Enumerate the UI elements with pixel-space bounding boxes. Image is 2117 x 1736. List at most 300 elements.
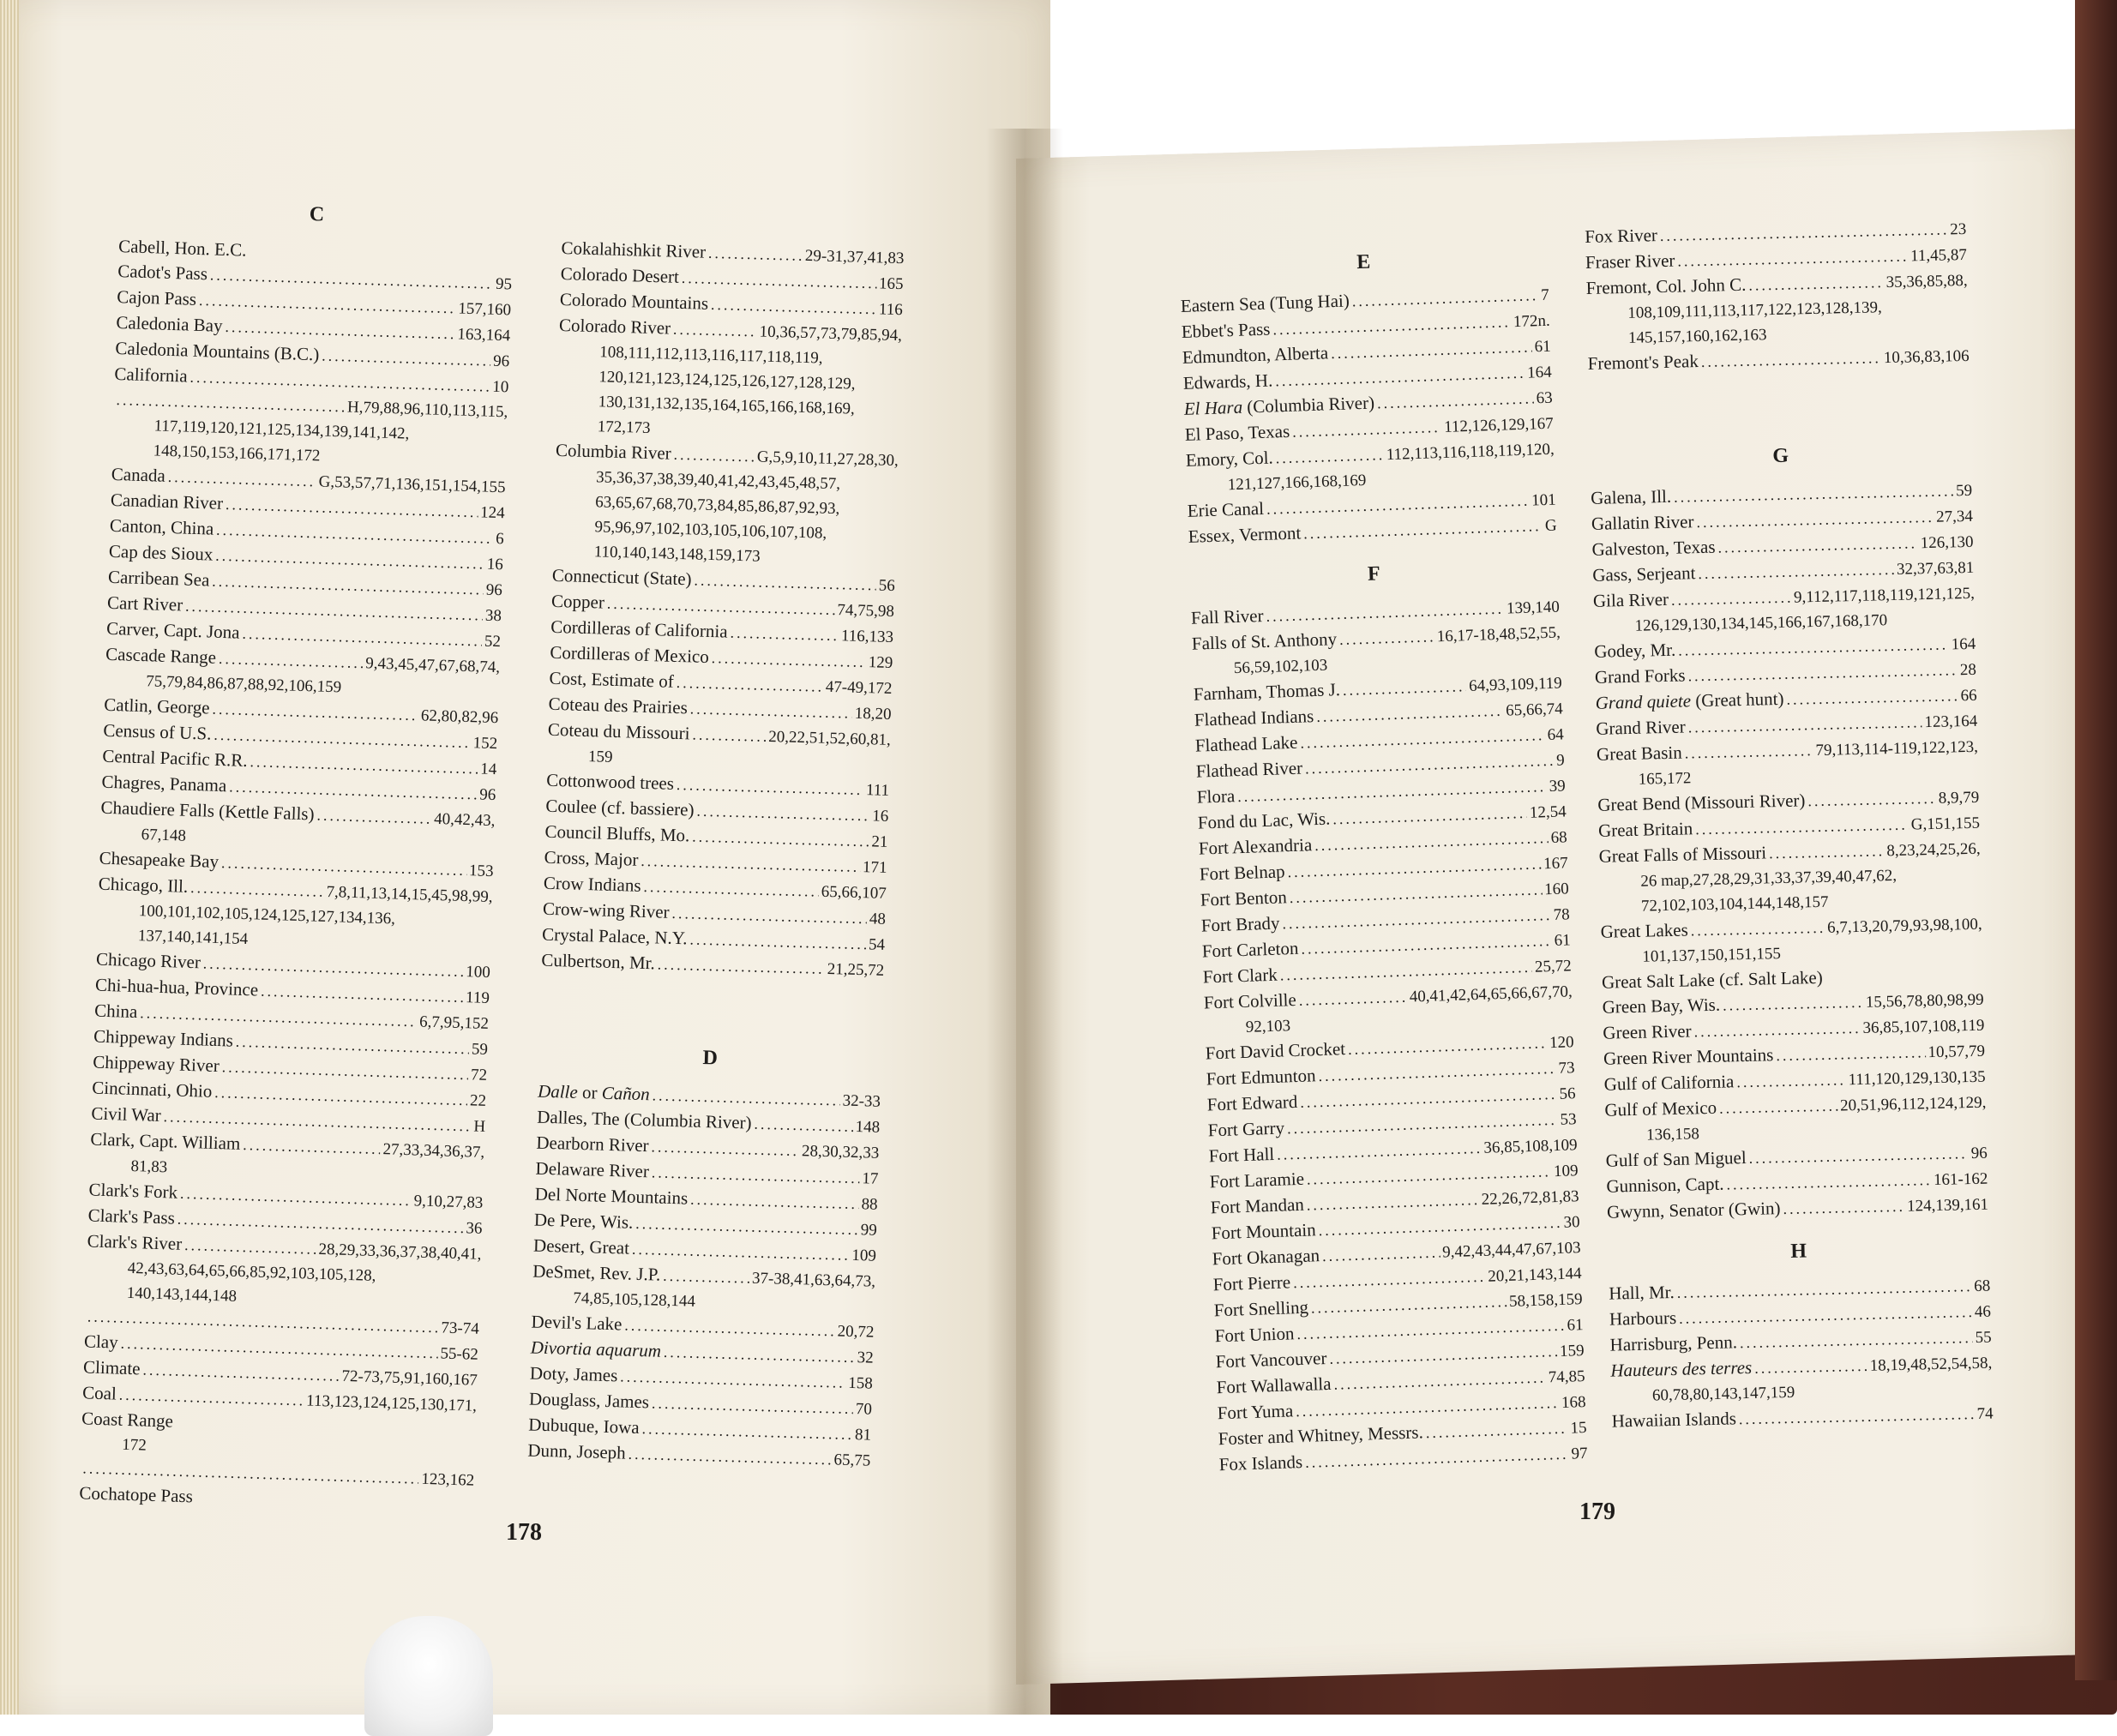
entry-name-text: Flathead River bbox=[1195, 757, 1303, 782]
entry-pages: 38 bbox=[484, 606, 502, 626]
dot-leader bbox=[664, 1340, 855, 1370]
entry-name bbox=[104, 693, 210, 721]
entry-pages: 163,164 bbox=[457, 325, 511, 345]
entry-name bbox=[1609, 1280, 1675, 1307]
entry-name-text: or bbox=[577, 1081, 603, 1103]
entry-pages: 55-62 bbox=[440, 1344, 479, 1364]
entry-name bbox=[1594, 638, 1676, 664]
entry-pages: 95 bbox=[495, 274, 513, 294]
dot-leader bbox=[676, 670, 823, 700]
entry-name bbox=[551, 589, 605, 616]
dot-leader bbox=[1776, 1040, 1926, 1068]
entry-pages: 126,130 bbox=[1920, 532, 1974, 553]
book-cover-edge bbox=[2075, 0, 2117, 1680]
entry-pages: 48 bbox=[869, 910, 887, 928]
entry-pages: 157,160 bbox=[458, 299, 512, 320]
entry-pages: 72-73,75,91,160,167 bbox=[341, 1367, 478, 1390]
entry-name-text: Gulf of San Miguel bbox=[1605, 1147, 1747, 1171]
entry-name-italic: Cañon bbox=[601, 1082, 651, 1105]
entry-name bbox=[1591, 535, 1716, 562]
entry-name-text: Cottonwood trees bbox=[545, 769, 675, 794]
entry-pages: 36,85,108,109 bbox=[1483, 1136, 1578, 1157]
entry-pages: 18,19,48,52,54,58, bbox=[1869, 1354, 1993, 1375]
entry-name-text: Columbia River bbox=[555, 439, 672, 464]
entry-name-text: Ebbet's Pass bbox=[1181, 318, 1271, 342]
entry-name bbox=[81, 1406, 174, 1433]
entry-pages: 7,8,11,13,14,15,45,98,99, bbox=[326, 882, 493, 907]
entry-name-text: Edmundton, Alberta bbox=[1182, 342, 1329, 368]
entry-name-text: Great Bend (Missouri River) bbox=[1597, 790, 1806, 815]
entry-pages: 56 bbox=[878, 576, 896, 596]
entry-name bbox=[1604, 1096, 1717, 1123]
entry-name-text: Cordilleras of Mexico bbox=[550, 641, 710, 667]
entry-name bbox=[107, 591, 183, 618]
entry-pages: 96 bbox=[485, 580, 503, 600]
entry-continuation: 81,83 bbox=[130, 1156, 168, 1177]
entry-pages: 88 bbox=[861, 1195, 878, 1214]
entry-name bbox=[1200, 911, 1279, 939]
entry-continuation: 56,59,102,103 bbox=[1233, 656, 1328, 678]
dot-leader bbox=[1693, 1016, 1861, 1044]
book-gutter bbox=[986, 129, 1063, 1715]
entry-continuation: 74,85,105,128,144 bbox=[573, 1288, 696, 1311]
entry-name-text: Carver, Capt. Jona bbox=[105, 617, 240, 643]
entry-name bbox=[1200, 885, 1287, 912]
entry-pages: 81 bbox=[854, 1426, 872, 1445]
dot-leader bbox=[673, 317, 757, 345]
dot-leader bbox=[243, 1132, 381, 1162]
dot-leader bbox=[1701, 345, 1882, 375]
entry-pages: 36 bbox=[466, 1219, 483, 1238]
entry-name-text: Fond du Lac, Wis. bbox=[1197, 808, 1331, 833]
entry-pages: 63 bbox=[1536, 388, 1554, 408]
entry-pages: 22,26,72,81,83 bbox=[1481, 1187, 1579, 1209]
index-column-c bbox=[79, 197, 514, 1518]
entry-pages: 64 bbox=[1547, 725, 1565, 745]
entry-name-text: Fox River bbox=[1585, 225, 1658, 247]
entry-name bbox=[88, 1177, 177, 1204]
entry-pages: 32 bbox=[857, 1349, 874, 1367]
entry-name-text: Cincinnati, Ohio bbox=[91, 1077, 213, 1102]
entry-name-text: Hall, Mr. bbox=[1609, 1281, 1675, 1304]
entry-name bbox=[1203, 988, 1296, 1016]
section-letter-f: F bbox=[1367, 562, 1381, 586]
entry-pages: 99 bbox=[860, 1221, 878, 1240]
entry-name bbox=[1591, 484, 1672, 511]
dot-leader bbox=[1292, 415, 1442, 445]
entry-name bbox=[87, 1203, 175, 1230]
dot-leader bbox=[1695, 813, 1909, 843]
entry-name bbox=[559, 313, 671, 341]
entry-name-text: Flathead Lake bbox=[1194, 731, 1298, 756]
entry-continuation: 101,137,150,151,155 bbox=[1642, 945, 1782, 966]
dot-leader bbox=[711, 292, 877, 321]
entry-name-text: Fort Snelling bbox=[1213, 1296, 1309, 1321]
entry-name bbox=[94, 999, 138, 1025]
entry-name bbox=[105, 642, 217, 670]
entry-name bbox=[109, 539, 214, 568]
entry-pages: 10,36,83,106 bbox=[1883, 346, 1970, 368]
entry-name-text: Great Salt Lake (cf. Salt Lake) bbox=[1601, 966, 1823, 993]
entry-name bbox=[1585, 223, 1657, 249]
entry-name-text: Cordilleras of California bbox=[550, 616, 728, 642]
entry-continuation: 136,158 bbox=[1645, 1125, 1700, 1144]
section-letter-e: E bbox=[1356, 250, 1371, 274]
entry-pages: 66 bbox=[1960, 686, 1977, 706]
dot-leader bbox=[754, 1112, 853, 1139]
entry-list-h bbox=[1609, 1273, 1994, 1435]
entry-pages: H,79,88,96,110,113,115, bbox=[346, 398, 508, 422]
entry-pages: 54 bbox=[868, 935, 886, 954]
entry-name-text: Fort Edmunton bbox=[1206, 1065, 1316, 1090]
entry-name-text: Grand Forks bbox=[1594, 664, 1686, 688]
entry-name bbox=[544, 871, 642, 898]
entry-name-text: Chippeway River bbox=[92, 1051, 220, 1077]
entry-pages: 22 bbox=[469, 1091, 487, 1110]
entry-name bbox=[93, 1024, 234, 1054]
entry-name bbox=[103, 718, 212, 747]
entry-continuation: 145,157,160,162,163 bbox=[1627, 326, 1767, 347]
dot-leader bbox=[689, 696, 852, 725]
dot-leader bbox=[689, 927, 866, 957]
entry-name-text: Coteau du Missouri bbox=[547, 718, 690, 744]
entry-name-text: Canadian River bbox=[110, 489, 224, 514]
entry-name bbox=[560, 287, 709, 316]
entry-name-text: Harbours bbox=[1609, 1307, 1677, 1330]
entry-name bbox=[1190, 604, 1263, 631]
entry-name-text: Fort Vancouver bbox=[1215, 1347, 1327, 1373]
entry-name-text: Falls of St. Anthony bbox=[1191, 628, 1338, 654]
entry-name bbox=[529, 1386, 650, 1415]
entry-name bbox=[1197, 807, 1330, 836]
entry-name bbox=[532, 1259, 661, 1288]
entry-name bbox=[1182, 368, 1272, 395]
entry-pages: 20,22,51,52,60,81, bbox=[767, 727, 892, 749]
entry-name bbox=[1181, 317, 1270, 345]
entry-continuation: 117,119,120,121,125,134,139,141,142, bbox=[153, 417, 410, 443]
entry-pages: 100 bbox=[465, 963, 491, 982]
entry-list-e bbox=[1180, 282, 1557, 550]
entry-name-text: Del Norte Mountains bbox=[534, 1183, 689, 1209]
entry-pages: 21 bbox=[871, 832, 888, 851]
entry-name bbox=[1188, 520, 1301, 549]
dot-leader bbox=[673, 442, 755, 470]
entry-pages: 18,20 bbox=[854, 704, 892, 724]
entry-name bbox=[111, 462, 165, 489]
entry-name-text: Carribean Sea bbox=[107, 566, 210, 591]
entry-name-text: Coal bbox=[81, 1382, 117, 1404]
entry-list-f2 bbox=[1585, 216, 1970, 377]
entry-name-text: Cascade Range bbox=[105, 643, 217, 668]
entry-pages: 28 bbox=[1959, 660, 1977, 680]
entry-name bbox=[1597, 741, 1682, 767]
entry-continuation: 137,140,141,154 bbox=[137, 927, 249, 949]
entry-name bbox=[84, 1329, 119, 1355]
entry-name bbox=[530, 1335, 661, 1363]
entry-name-text: DeSmet, Rev. J.P. bbox=[532, 1260, 661, 1285]
entry-pages: 36,85,107,108,119 bbox=[1862, 1016, 1985, 1037]
entry-name-italic: Grand quiete bbox=[1595, 690, 1692, 713]
entry-name bbox=[1587, 349, 1699, 376]
entry-continuation: 172,173 bbox=[597, 417, 651, 437]
dot-leader bbox=[694, 568, 876, 598]
entry-pages: 59 bbox=[471, 1040, 489, 1059]
section-letter-c: C bbox=[309, 202, 325, 226]
entry-name bbox=[1202, 963, 1278, 990]
entry-name bbox=[118, 234, 247, 263]
entry-pages: 7 bbox=[1540, 285, 1550, 305]
entry-name bbox=[527, 1438, 626, 1465]
entry-name-text: Chicago River bbox=[95, 948, 201, 973]
entry-name bbox=[546, 768, 674, 796]
entry-pages: 16 bbox=[486, 555, 504, 574]
entry-name-text: Crow-wing River bbox=[542, 898, 670, 922]
entry-pages: 74,75,98 bbox=[837, 601, 895, 621]
entry-name bbox=[561, 236, 706, 265]
entry-pages: 37-38,41,63,64,73, bbox=[751, 1269, 876, 1291]
entry-name-text: Crow Indians bbox=[543, 872, 641, 896]
entry-name-text: Caledonia Bay bbox=[116, 311, 223, 336]
entry-name-text: Fort Pierre bbox=[1212, 1271, 1291, 1295]
entry-name-text: Chesapeake Bay bbox=[99, 847, 220, 872]
dot-leader bbox=[1298, 985, 1407, 1013]
entry-continuation: 148,150,153,166,171,172 bbox=[153, 442, 321, 466]
entry-name-text: Fort David Crocket bbox=[1205, 1038, 1346, 1064]
entry-name-text: Coteau des Prairies bbox=[548, 693, 689, 718]
entry-name bbox=[1611, 1406, 1736, 1433]
entry-name bbox=[543, 897, 670, 925]
entry-pages: 28,29,33,36,37,38,40,41, bbox=[318, 1240, 482, 1264]
entry-name bbox=[1603, 1069, 1734, 1096]
entry-name bbox=[1208, 1142, 1274, 1169]
entry-name bbox=[83, 1355, 141, 1381]
dot-leader bbox=[1677, 243, 1908, 273]
entry-pages: 116 bbox=[878, 300, 904, 320]
entry-name bbox=[1187, 496, 1264, 524]
section-letter-d: D bbox=[702, 1046, 719, 1070]
entry-pages: 27,33,34,36,37, bbox=[382, 1140, 485, 1162]
entry-name bbox=[1199, 859, 1285, 886]
entry-name-text: Fall River bbox=[1190, 604, 1264, 628]
entry-name bbox=[541, 948, 655, 976]
entry-pages: 9,112,117,118,119,121,125, bbox=[1793, 584, 1976, 607]
entry-pages: 124,139,161 bbox=[1906, 1195, 1989, 1216]
entry-name-text: Canada bbox=[111, 463, 166, 486]
entry-name bbox=[1193, 677, 1340, 707]
entry-name-text: Fort Garry bbox=[1207, 1117, 1285, 1141]
index-column-c2 bbox=[527, 236, 905, 1474]
entry-name-text: Dunn, Joseph bbox=[527, 1439, 627, 1463]
entry-pages: 61 bbox=[1554, 931, 1572, 950]
entry-pages: 73 bbox=[1558, 1059, 1575, 1078]
entry-name bbox=[542, 922, 688, 952]
dot-leader bbox=[651, 1134, 799, 1163]
entry-pages: 161-162 bbox=[1933, 1169, 1988, 1190]
entry-name bbox=[1596, 714, 1686, 741]
entry-name-text: Essex, Vermont bbox=[1188, 522, 1302, 547]
entry-pages: 30 bbox=[1563, 1213, 1580, 1232]
entry-name bbox=[1595, 687, 1783, 716]
entry-name-text: Fox Islands bbox=[1218, 1451, 1303, 1475]
entry-pages: 139,140 bbox=[1506, 598, 1561, 618]
entry-name bbox=[110, 488, 223, 516]
entry-pages: 123,162 bbox=[421, 1469, 475, 1490]
entry-pages: 112,113,116,118,119,120, bbox=[1386, 440, 1555, 465]
entry-name-text: Colorado River bbox=[558, 314, 671, 339]
entry-name-text: Census of U.S. bbox=[103, 719, 212, 744]
entry-name bbox=[1209, 1167, 1304, 1195]
entry-name bbox=[1598, 840, 1766, 868]
dot-leader bbox=[1807, 786, 1936, 814]
entry-continuation: 67,148 bbox=[141, 826, 187, 845]
entry-name-text: Fort Okanagan bbox=[1212, 1245, 1320, 1270]
entry-name bbox=[117, 285, 197, 312]
entry-pages: 111 bbox=[865, 781, 890, 800]
entry-name-text: Edwards, H. bbox=[1182, 369, 1273, 393]
entry-pages: 25,72 bbox=[1534, 957, 1573, 976]
entry-pages: G bbox=[1544, 516, 1557, 536]
entry-pages: 8,9,79 bbox=[1938, 788, 1980, 808]
entry-pages: 72 bbox=[470, 1066, 488, 1084]
entry-name-text: (Great hunt) bbox=[1690, 688, 1784, 712]
entry-pages: 129 bbox=[868, 653, 893, 672]
entry-pages: 6 bbox=[495, 529, 505, 549]
entry-name bbox=[1607, 1196, 1781, 1225]
entry-name bbox=[108, 565, 210, 593]
entry-pages: 10,36,57,73,79,85,94, bbox=[759, 322, 903, 345]
entry-name-text: Civil War bbox=[91, 1102, 162, 1126]
entry-continuation: 140,143,144,148 bbox=[126, 1283, 238, 1306]
entry-name-text: Cadot's Pass bbox=[117, 260, 208, 285]
entry-pages: 40,42,43, bbox=[433, 809, 496, 831]
entry-name-text: Great Falls of Missouri bbox=[1598, 842, 1767, 867]
entry-continuation: 63,65,67,68,70,73,84,85,86,87,92,93, bbox=[595, 493, 840, 519]
entry-pages: 167 bbox=[1543, 854, 1569, 874]
entry-name-text: Culbertson, Mr. bbox=[541, 949, 656, 974]
entry-name-text: Connecticut (State) bbox=[551, 564, 692, 590]
entry-name bbox=[93, 1050, 220, 1079]
entry-name bbox=[1218, 1450, 1302, 1477]
entry-continuation: 172 bbox=[121, 1435, 147, 1455]
entry-pages: G,151,155 bbox=[1910, 814, 1981, 834]
entry-continuation: 159 bbox=[587, 748, 613, 766]
entry-continuation: 35,36,37,38,39,40,41,42,43,45,48,57, bbox=[595, 468, 841, 494]
entry-name-text: Fort Mountain bbox=[1211, 1219, 1317, 1244]
entry-pages: 27,34 bbox=[1935, 507, 1974, 526]
entry-pages: 46 bbox=[1974, 1302, 1992, 1322]
entry-name bbox=[1206, 1090, 1297, 1117]
entry-name bbox=[535, 1156, 649, 1185]
dot-leader bbox=[711, 646, 866, 675]
entry-name bbox=[92, 1075, 213, 1103]
entry-name-text: Fort Belnap bbox=[1199, 861, 1285, 885]
entry-name-text: Fort Yuma bbox=[1217, 1400, 1294, 1424]
dot-leader bbox=[1684, 738, 1813, 766]
entry-name-text: Dearborn River bbox=[536, 1132, 649, 1156]
entry-name bbox=[106, 616, 240, 646]
entry-name-text: Clark, Capt. William bbox=[90, 1128, 241, 1154]
entry-name bbox=[117, 259, 208, 286]
entry-name bbox=[1609, 1306, 1677, 1332]
entry-pages: 74 bbox=[1976, 1404, 1994, 1423]
entry-name-text: Green River bbox=[1603, 1020, 1692, 1043]
entry-name bbox=[556, 438, 672, 466]
entry-name-text: Coast Range bbox=[81, 1408, 174, 1432]
entry-pages: 15 bbox=[1570, 1418, 1587, 1438]
entry-continuation: 120,121,123,124,125,126,127,128,129, bbox=[598, 368, 856, 393]
entry-pages: 109 bbox=[1553, 1162, 1579, 1181]
entry-name-text: Great Basin bbox=[1596, 742, 1683, 765]
entry-name bbox=[101, 770, 227, 799]
entry-pages: G,5,9,10,11,27,28,30, bbox=[756, 448, 899, 471]
entry-name-text: Gass, Serjeant bbox=[1592, 562, 1696, 586]
entry-name-text: Gallatin River bbox=[1591, 511, 1694, 534]
entry-name bbox=[1210, 1192, 1304, 1221]
entry-name bbox=[96, 947, 201, 976]
entry-name-text: Colorado Mountains bbox=[559, 288, 709, 314]
entry-name bbox=[1194, 704, 1314, 733]
entry-pages: 9 bbox=[1555, 751, 1566, 770]
entry-pages: 29-31,37,41,83 bbox=[804, 246, 905, 268]
dot-leader bbox=[322, 343, 491, 373]
section-letter-h: H bbox=[1790, 1240, 1807, 1263]
entry-pages: 16,17-18,48,52,55, bbox=[1436, 623, 1561, 646]
section-letter-g: G bbox=[1772, 444, 1789, 468]
entry-name-text: Chaudiere Falls (Kettle Falls) bbox=[100, 796, 315, 825]
entry-name-text: Fort Brady bbox=[1200, 912, 1280, 936]
entry-name bbox=[102, 744, 248, 773]
entry-name bbox=[1609, 1330, 1737, 1357]
entry-name bbox=[1185, 445, 1273, 472]
entry-list-f bbox=[1190, 594, 1588, 1479]
entry-continuation: 26 map,27,28,29,31,33,37,39,40,47,62, bbox=[1640, 866, 1897, 891]
entry-name-text: Harrisburg, Penn. bbox=[1609, 1331, 1738, 1355]
entry-pages: 153 bbox=[468, 862, 494, 881]
entry-name-text: Fort Edward bbox=[1206, 1090, 1298, 1115]
entry-name-text: Devil's Lake bbox=[531, 1311, 622, 1335]
entry-pages: 61 bbox=[1567, 1316, 1584, 1335]
index-column-e-f bbox=[1179, 245, 1588, 1478]
entry-pages: 59 bbox=[1955, 481, 1973, 501]
entry-name-text: Green Bay, Wis. bbox=[1602, 994, 1721, 1018]
dot-leader bbox=[690, 1187, 859, 1216]
entry-pages: 171 bbox=[862, 858, 887, 877]
entry-name-text: Gulf of Mexico bbox=[1604, 1096, 1717, 1120]
entry-name-text: El Paso, Texas bbox=[1184, 420, 1290, 445]
entry-name bbox=[550, 640, 709, 670]
entry-pages: 32-33 bbox=[842, 1091, 881, 1111]
entry-name-text: Chippeway Indians bbox=[93, 1025, 234, 1051]
entry-name-italic: El Hara bbox=[1183, 396, 1243, 419]
entry-list-c bbox=[79, 234, 513, 1518]
dot-leader bbox=[1717, 531, 1918, 560]
entry-pages: 78 bbox=[1553, 905, 1571, 924]
entry-name-text: Fort Wallawalla bbox=[1216, 1373, 1332, 1398]
dot-leader bbox=[1740, 1325, 1973, 1355]
entry-pages: 40,41,42,64,65,66,67,70, bbox=[1409, 982, 1573, 1006]
entry-pages: 64,93,109,119 bbox=[1468, 674, 1563, 696]
entry-pages: 113,123,124,125,130,171, bbox=[305, 1391, 478, 1415]
entry-name bbox=[534, 1182, 688, 1211]
entry-name bbox=[1605, 1145, 1747, 1174]
dot-leader bbox=[663, 1264, 750, 1291]
entry-name-text: Great Lakes bbox=[1600, 919, 1688, 942]
entry-name bbox=[1213, 1295, 1308, 1324]
dot-leader bbox=[1671, 586, 1792, 613]
entry-continuation: 110,140,143,148,159,173 bbox=[593, 543, 761, 566]
entry-name bbox=[1184, 419, 1290, 448]
entry-name-text: Doty, James bbox=[529, 1362, 618, 1386]
